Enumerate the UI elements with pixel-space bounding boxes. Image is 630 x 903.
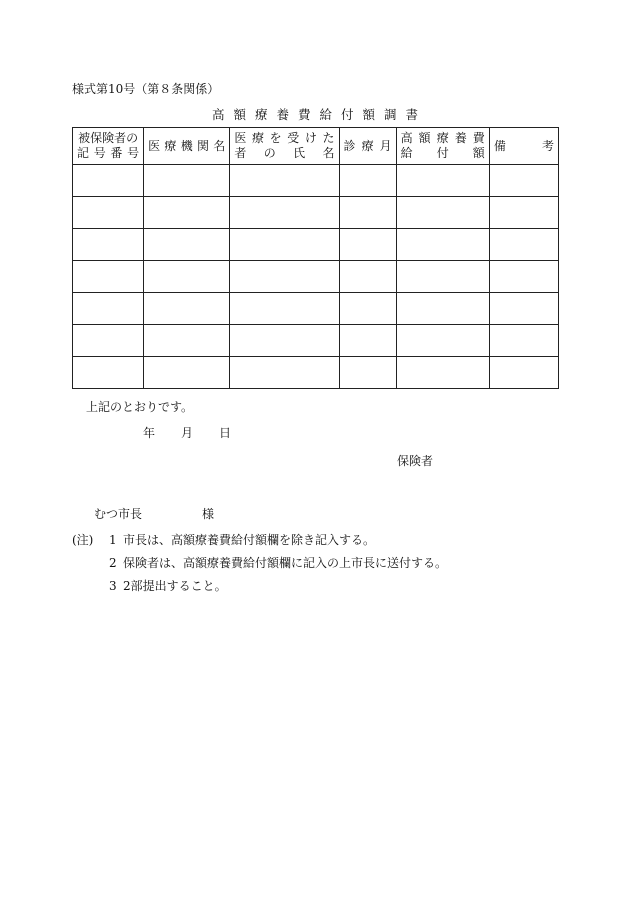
header-char: の: [263, 146, 276, 160]
header-char: 受: [287, 131, 300, 145]
table-cell[interactable]: [396, 197, 489, 229]
header-row: [73, 128, 559, 165]
header-char: 給: [400, 146, 413, 160]
table-cell[interactable]: [396, 293, 489, 325]
table-row: [73, 293, 559, 325]
table-cell[interactable]: [230, 357, 339, 389]
header-medical-institution: [144, 128, 230, 165]
addressee-name: むつ市長: [94, 507, 143, 521]
table-cell[interactable]: [339, 325, 396, 357]
table-row: [73, 229, 559, 261]
table-cell[interactable]: [230, 261, 339, 293]
table-cell[interactable]: [339, 293, 396, 325]
table-cell[interactable]: [144, 357, 230, 389]
notes-label: (注): [72, 533, 94, 547]
table-cell[interactable]: [339, 229, 396, 261]
header-char: 診: [343, 138, 356, 153]
table-cell[interactable]: [73, 325, 144, 357]
note-number: 3: [109, 579, 117, 593]
table-cell[interactable]: [144, 325, 230, 357]
table-cell[interactable]: [230, 165, 339, 197]
header-char: 考: [541, 138, 554, 153]
header-char: 医: [148, 138, 161, 153]
table-cell[interactable]: [144, 197, 230, 229]
header-treatment-month: [339, 128, 396, 165]
date-day-label: 日: [219, 426, 232, 440]
note-text: 2部提出すること。: [123, 579, 227, 593]
table-cell[interactable]: [489, 293, 558, 325]
header-char: 養: [454, 131, 467, 145]
date-month-label: 月: [181, 426, 194, 440]
table-cell[interactable]: [339, 261, 396, 293]
header-char: 関: [196, 138, 209, 153]
table-cell[interactable]: [396, 325, 489, 357]
header-char: た: [322, 131, 335, 145]
benefit-table: [72, 127, 559, 389]
table-cell[interactable]: [396, 229, 489, 261]
header-char: 記: [77, 146, 90, 160]
table-body: [73, 165, 559, 389]
table-cell[interactable]: [396, 165, 489, 197]
table-cell[interactable]: [144, 293, 230, 325]
header-char: 額: [472, 146, 485, 160]
header-benefit-amount: [396, 128, 489, 165]
table-cell[interactable]: [144, 261, 230, 293]
header-remarks: [489, 128, 558, 165]
header-char: 額: [418, 131, 431, 145]
header-patient-name: [230, 128, 339, 165]
table-cell[interactable]: [144, 229, 230, 261]
table-cell[interactable]: [73, 197, 144, 229]
note-number: 1: [109, 533, 117, 547]
table-cell[interactable]: [339, 357, 396, 389]
header-char: 氏: [293, 146, 306, 160]
table-cell[interactable]: [489, 229, 558, 261]
table-cell[interactable]: [339, 197, 396, 229]
header-char: 療: [164, 138, 177, 153]
header-char: 療: [251, 131, 264, 145]
header-char: 高: [400, 131, 413, 145]
header-char: 者: [234, 146, 247, 160]
header-char: 名: [322, 146, 335, 160]
insurer-label: 保険者: [397, 454, 434, 468]
table-cell[interactable]: [230, 325, 339, 357]
header-char: 付: [436, 146, 449, 160]
table-cell[interactable]: [230, 293, 339, 325]
header-char: け: [304, 131, 317, 145]
table-cell[interactable]: [73, 357, 144, 389]
header-char: 月: [379, 138, 392, 153]
header-char: 号: [93, 146, 106, 160]
note-number: 2: [109, 556, 117, 570]
date-year-label: 年: [143, 426, 156, 440]
table-row: [73, 165, 559, 197]
header-char: 医: [234, 131, 247, 145]
statement-text: 上記のとおりです。: [86, 400, 194, 414]
header-char: 番: [110, 146, 123, 160]
note-text: 保険者は、高額療養費給付額欄に記入の上市長に送付する。: [123, 556, 448, 570]
header-char: 療: [436, 131, 449, 145]
table-cell[interactable]: [230, 197, 339, 229]
header-char: 備: [493, 138, 506, 153]
note-item: [109, 554, 447, 571]
table-cell[interactable]: [73, 261, 144, 293]
table-cell[interactable]: [489, 165, 558, 197]
note-item: [109, 577, 227, 594]
table-cell[interactable]: [339, 165, 396, 197]
header-char: 名: [213, 138, 226, 153]
table-cell[interactable]: [489, 261, 558, 293]
header-char: 機: [180, 138, 193, 153]
note-text: 市長は、高額療養費給付額欄を除き記入する。: [123, 533, 376, 547]
document-title: 高額療養費給付額調書: [211, 107, 427, 122]
table-row: [73, 357, 559, 389]
note-item: [109, 531, 375, 548]
table-cell[interactable]: [73, 293, 144, 325]
header-char: 療: [361, 138, 374, 153]
addressee-honorific: 様: [202, 507, 215, 521]
table-row: [73, 261, 559, 293]
addressee-line: [94, 505, 214, 522]
date-line: [143, 424, 231, 441]
header-char: を: [269, 131, 282, 145]
table-cell[interactable]: [489, 325, 558, 357]
header-insured-number: [73, 128, 144, 165]
table-cell[interactable]: [396, 357, 489, 389]
header-text: 被保険者の: [78, 131, 139, 145]
table-cell[interactable]: [144, 165, 230, 197]
table-cell[interactable]: [73, 229, 144, 261]
form-number: 様式第10号（第８条関係）: [72, 82, 220, 96]
table-cell[interactable]: [230, 229, 339, 261]
table-cell[interactable]: [396, 261, 489, 293]
table-cell[interactable]: [489, 197, 558, 229]
table-row: [73, 197, 559, 229]
header-char: 号: [127, 146, 140, 160]
table-row: [73, 325, 559, 357]
table-cell[interactable]: [73, 165, 144, 197]
table-cell[interactable]: [489, 357, 558, 389]
header-char: 費: [472, 131, 485, 145]
